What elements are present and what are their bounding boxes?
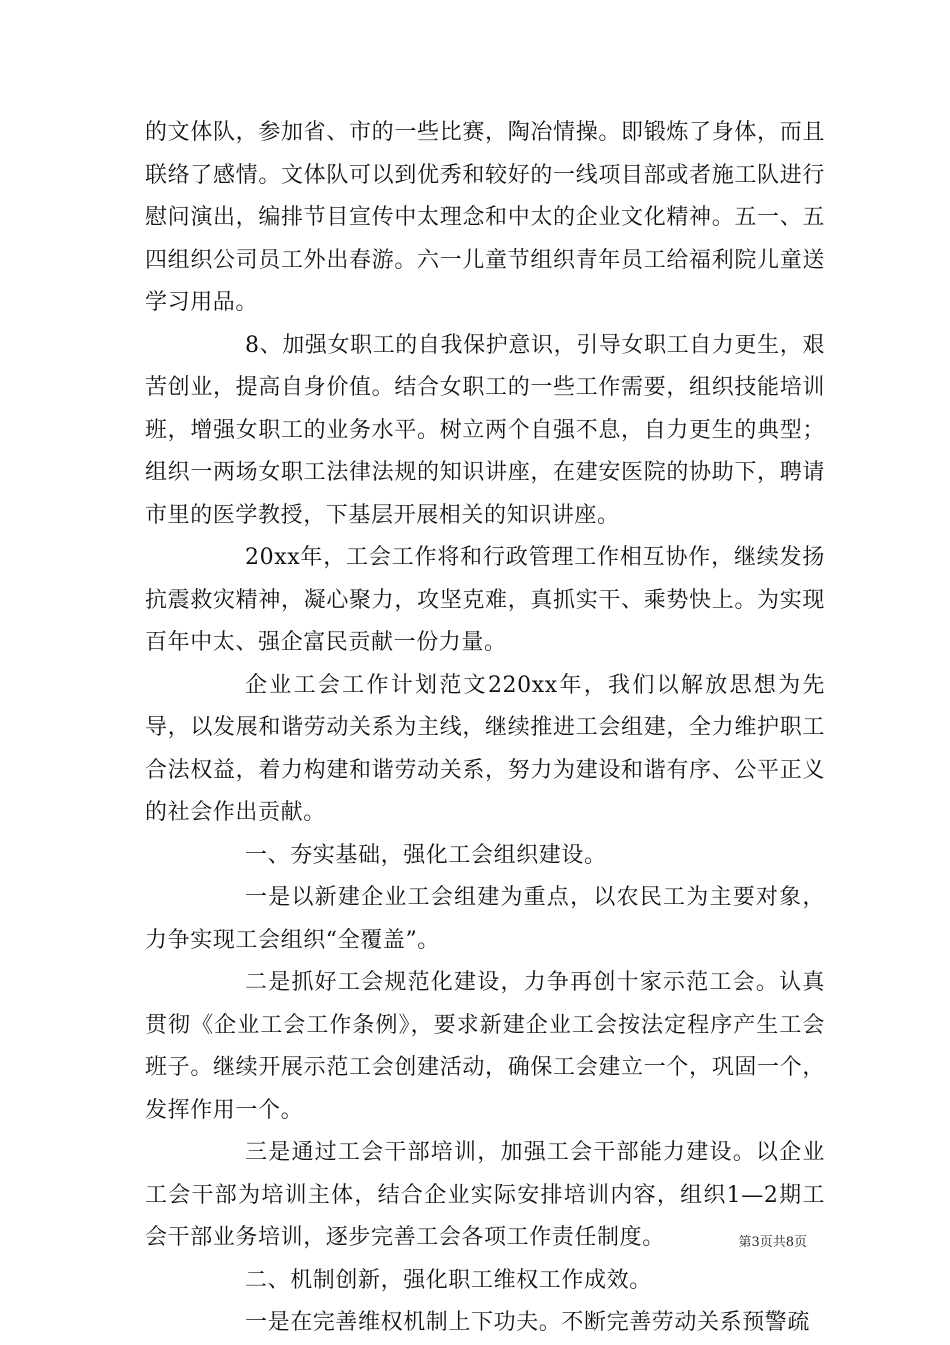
paragraph-3: 20xx年，工会工作将和行政管理工作相互协作，继续发扬抗震救灾精神，凝心聚力，攻坚克难，真抓实干、乘势快上。为实现百年中太、强企富民贡献一份力量。 <box>145 545 825 655</box>
paragraph-2: 8、加强女职工的自我保护意识，引导女职工自力更生，艰苦创业，提高自身价值。结合女职工的一些工作需要，组织技能培训班，增强女职工的业务水平。树立两个自强不息，自力更生的典型；组织一两场女职工法律法规的知识讲座，在建安医院的协助下，聘请市里的医学教授，下基层开展相关的知识讲座。 <box>145 332 825 528</box>
paragraph-4: 企业工会工作计划范文220xx年，我们以解放思想为先导，以发展和谐劳动关系为主线，继续推进工会组建，全力维护职工合法权益，着力构建和谐劳动关系，努力为建设和谐有序、公平正义的社会作出贡献。 <box>145 672 825 825</box>
section-heading-2: 二、机制创新，强化职工维权工作成效。 <box>245 1267 652 1293</box>
paragraph-6: 一是以新建企业工会组建为重点，以农民工为主要对象，力争实现工会组织“全覆盖”。 <box>145 885 825 953</box>
page-number-footer: 第3页共8页 <box>738 1235 807 1250</box>
section-heading-1: 一、夯实基础，强化工会组织建设。 <box>245 842 607 868</box>
paragraph-10: 一是在完善维权机制上下功夫。不断完善劳动关系预警疏 <box>245 1310 811 1335</box>
paragraph-8: 三是通过工会干部培训，加强工会干部能力建设。以企业工会干部为培训主体，结合企业实际安排培训内容，组织1—2期工会干部业务培训，逐步完善工会各项工作责任制度。 <box>145 1140 825 1250</box>
paragraph-7: 二是抓好工会规范化建设，力争再创十家示范工会。认真贯彻《企业工会工作条例》，要求新建企业工会按法定程序产生工会班子。继续开展示范工会创建活动，确保工会建立一个，巩固一个，发挥作用一个。 <box>145 970 825 1123</box>
paragraph-1: 的文体队，参加省、市的一些比赛，陶冶情操。即锻炼了身体，而且联络了感情。文体队可以到优秀和较好的一线项目部或者施工队进行慰问演出，编排节目宣传中太理念和中太的企业文化精神。五一、五四组织公司员工外出春游。六一儿童节组织青年员工给福利院儿童送学习用品。 <box>145 120 825 315</box>
document-body <box>145 112 825 1345</box>
